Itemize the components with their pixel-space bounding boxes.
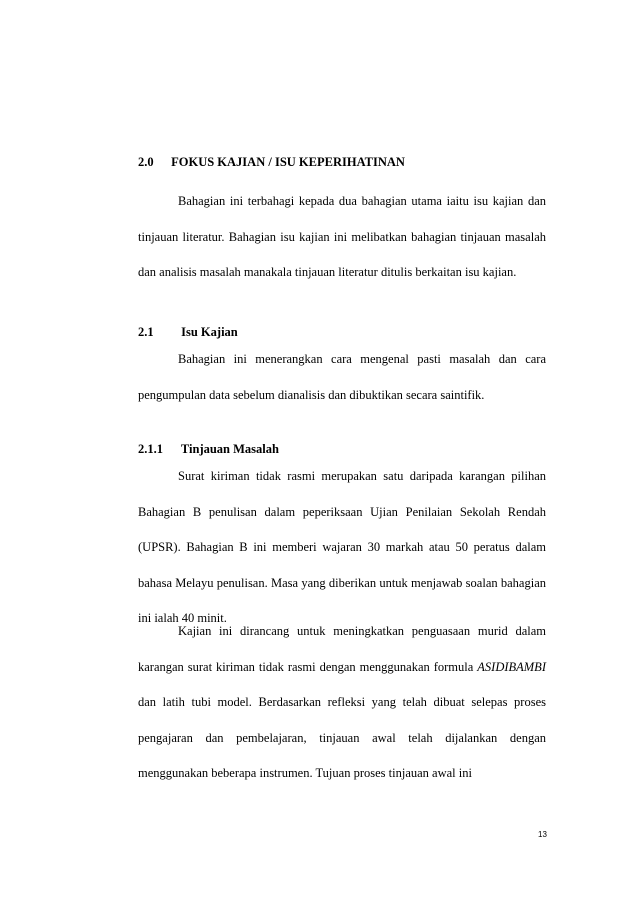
subsection-title-2-1: Isu Kajian: [181, 325, 238, 339]
subsection-paragraph-2-1-1-b: [138, 614, 546, 792]
subsection-paragraph-2-1-1-a: Surat kiriman tidak rasmi merupakan satu daripada karangan pilihan Bahagian B penulisan dalam peperiksaan Ujian Penilaian Sekolah Rendah (UPSR). Bahagian B ini memberi wajaran 30 markah atau 50 peratus dalam bahasa Melayu penulisan. Masa yang diberikan untuk menjawab soalan bahagian ini ialah 40 minit.: [138, 469, 546, 625]
subsection-paragraph-2-1: Bahagian ini menerangkan cara mengenal pasti masalah dan cara pengumpulan data sebelum dianalisis dan dibuktikan secara saintifik.: [138, 352, 546, 402]
subsection-number-2-1: 2.1: [138, 325, 154, 339]
section-heading: [138, 154, 546, 170]
paragraph-text-after: dan latih tubi model. Berdasarkan refleksi yang telah dibuat selepas proses pengajaran dan pembelajaran, tinjauan awal telah dijalankan dengan menggunakan beberapa instrumen. Tujuan proses tinjauan awal ini: [138, 695, 546, 780]
subsection-title-2-1-1: Tinjauan Masalah: [180, 442, 279, 456]
formula-name: ASIDIBAMBI: [477, 659, 546, 674]
subsection-heading-2-1-1: [138, 441, 546, 457]
subsection-heading-2-1: [138, 324, 546, 340]
paragraph-text-before: Kajian ini dirancang untuk meningkatkan penguasaan murid dalam karangan surat kiriman tidak rasmi dengan menggunakan formula: [138, 624, 546, 674]
section-paragraph: Bahagian ini terbahagi kepada dua bahagian utama iaitu isu kajian dan tinjauan literatur. Bahagian isu kajian ini melibatkan bahagian tinjauan masalah dan analisis masalah manakala tinjauan literatur ditulis berkaitan isu kajian.: [138, 194, 546, 279]
section-number: 2.0: [138, 155, 154, 169]
subsection-number-2-1-1: 2.1.1: [138, 442, 163, 456]
section-title: FOKUS KAJIAN / ISU KEPERIHATINAN: [171, 155, 405, 169]
page-number: 13: [538, 830, 547, 839]
